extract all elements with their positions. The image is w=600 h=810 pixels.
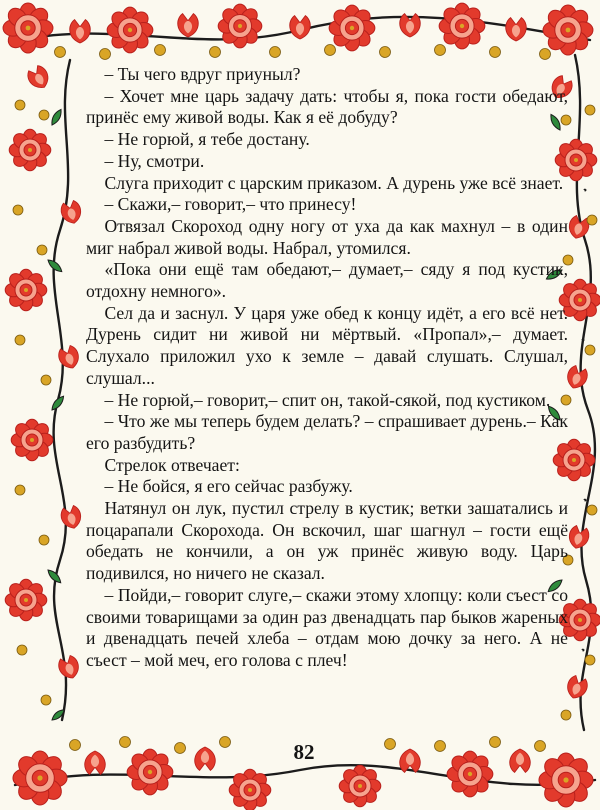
page-number: 82 [293,740,315,764]
paragraph: – Скажи,– говорит,– что принесу! [104,194,357,215]
story-text [86,64,568,672]
paragraph: – Не горюй,– говорит,– спит он, такой-сякой, под кустиком. [104,389,551,410]
paragraph: – Хочет мне царь задачу дать: чтобы я, пока гости обедают, принёс ему живой воды. Как я её добуду? [86,85,568,128]
paragraph: – Пойди,– говорит слуге,– скажи этому хлопцу: коли съест со своими товарищами за один раз двенадцать пар быков жареных и двенадцать печей хлеба – отдам мою дочку за него. А не съест – мой меч, его голова с плеч! [86,584,568,670]
paragraph: Отвязал Скороход одну ногу от уха да как махнул – в один миг набрал живой воды. Набрал, утомился. [86,215,568,258]
paragraph: – Не бойся, я его сейчас разбужу. [104,476,353,497]
paragraph: Слуга приходит с царским приказом. А дурень уже всё знает. [104,172,564,193]
paragraph: – Ну, смотри. [104,150,205,171]
paragraph: Сел да и заснул. У царя уже обед к концу идёт, а его всё нет. Дурень сидит ни живой ни мёртвый. «Пропал»,– думает. Слухало приложил ухо к земле – давай слушать. Слушал, слушал... [86,302,568,388]
paragraph: – Ты чего вдруг приуныл? [104,64,301,84]
paragraph: – Что же мы теперь будем делать? – спрашивает дурень.– Как его разбудить? [86,411,568,453]
paragraph: Натянул он лук, пустил стрелу в кустик; ветки зашатались и поцарапали Скорохода. Он вскочил, шаг шагнул – гости ещё обедать не кончили, а он уж принёс живую воду. Царь подивился, но ничего не сказал. [86,498,568,584]
paragraph: – Не горюй, я тебе достану. [104,129,310,150]
paragraph: «Пока они ещё там обедают,– думает,– сяду я под кустик, отдохну немного». [86,259,568,302]
paragraph: Стрелок отвечает: [104,454,240,475]
